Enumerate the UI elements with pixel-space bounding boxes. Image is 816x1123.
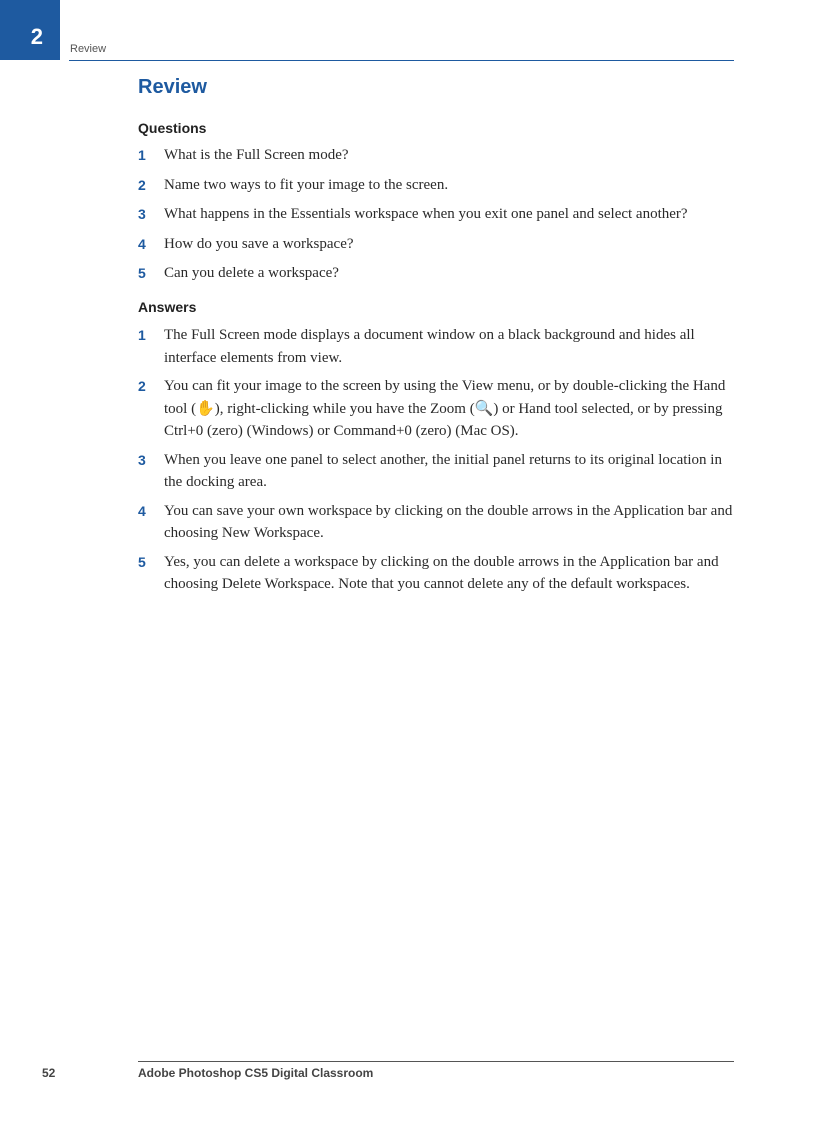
question-text: Name two ways to fit your image to the screen.: [164, 176, 449, 193]
question-item: [138, 233, 736, 256]
running-head: Review: [70, 43, 107, 55]
answer-text: When you leave one panel to select another, the initial panel returns to its original location in the docking area.: [164, 451, 722, 490]
answer-text: Yes, you can delete a workspace by clicking on the double arrows in the Application bar and choosing Delete Workspace. Note that you cannot delete any of the default workspaces.: [164, 553, 719, 592]
question-number: 4: [138, 235, 146, 252]
answers-list: [138, 324, 736, 602]
question-item: [138, 174, 736, 197]
chapter-tab: [0, 0, 60, 60]
question-text: What happens in the Essentials workspace when you exit one panel and select another?: [164, 206, 688, 222]
chapter-number: 2: [30, 24, 43, 49]
answer-number: 5: [138, 553, 146, 570]
page-title: Review: [138, 76, 207, 98]
question-item: [138, 203, 736, 226]
question-text: How do you save a workspace?: [164, 235, 354, 252]
answer-item: [138, 500, 736, 545]
question-number: 3: [138, 206, 146, 222]
answer-item: [138, 375, 736, 443]
answer-item: [138, 449, 736, 494]
header-divider: [69, 60, 734, 61]
questions-heading: Questions: [138, 120, 207, 136]
answers-heading: Answers: [138, 299, 197, 315]
answer-text: You can save your own workspace by clicking on the double arrows in the Application bar and choosing New Workspace.: [164, 502, 733, 541]
question-number: 2: [138, 176, 146, 193]
question-text: Can you delete a workspace?: [164, 265, 339, 281]
question-text: What is the Full Screen mode?: [164, 147, 349, 163]
book-title: Adobe Photoshop CS5 Digital Classroom: [138, 1066, 374, 1080]
question-item: [138, 262, 736, 285]
page-number: 52: [42, 1066, 56, 1080]
answer-item: [138, 551, 736, 596]
answer-item: [138, 324, 736, 369]
answer-text: You can fit your image to the screen by using the View menu, or by double-clicking the Hand tool (✋), right-clicking while you have the Zoom (🔍) or Hand tool selected, or by pressing Ctrl+0 (zero) (Windows) or Command+0 (zero) (Mac OS).: [164, 378, 726, 439]
answer-number: 2: [138, 378, 146, 394]
question-number: 1: [138, 147, 146, 163]
question-item: [138, 144, 736, 167]
answer-number: 1: [138, 327, 146, 343]
question-number: 5: [138, 265, 146, 281]
questions-list: [138, 144, 736, 292]
answer-number: 4: [138, 502, 146, 519]
footer-divider: [138, 1061, 734, 1062]
answer-text: The Full Screen mode displays a document window on a black background and hides all interface elements from view.: [164, 327, 695, 366]
answer-number: 3: [138, 451, 146, 468]
